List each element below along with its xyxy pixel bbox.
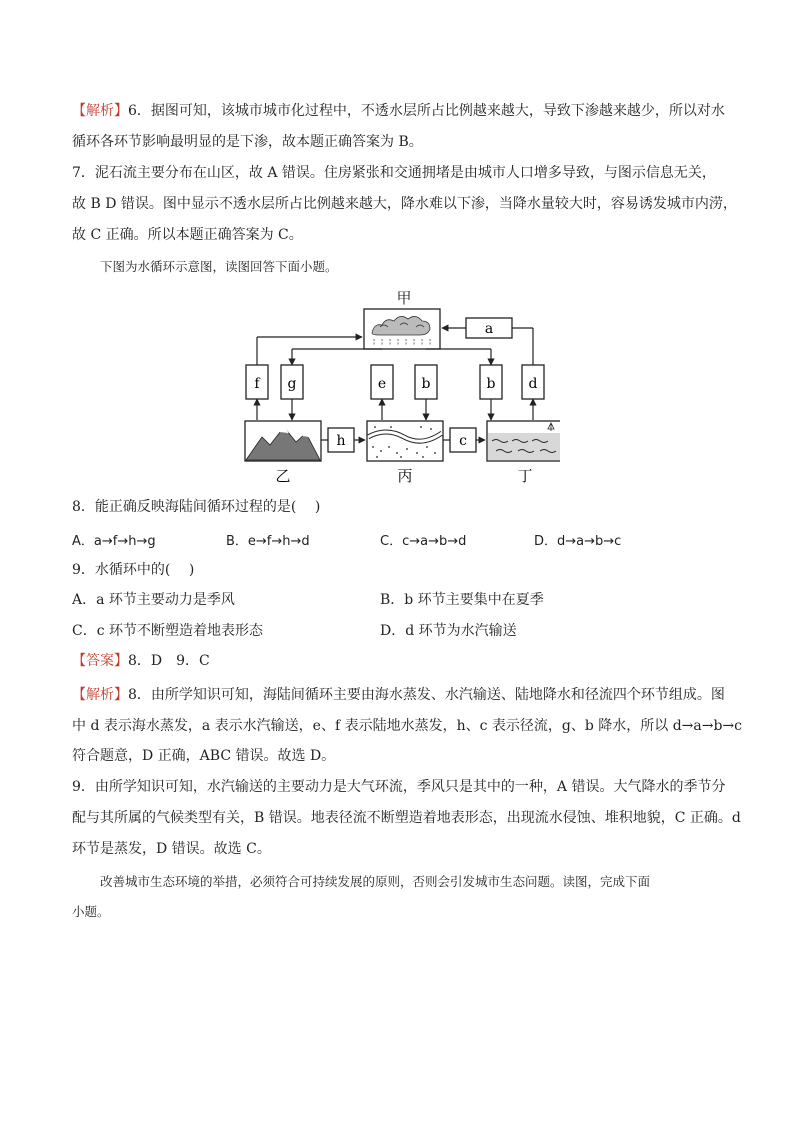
q8-option-c[interactable]: C．c→a→b→d <box>380 534 467 549</box>
q8-option-b[interactable]: B．e→f→h→d <box>226 534 310 549</box>
answer-text: 8．D 9．C <box>128 653 210 669</box>
prev-analysis-line-5: 故 C 正确。所以本题正确答案为 C。 <box>72 227 303 243</box>
label-yi: 乙 <box>275 467 291 485</box>
next-intro-line-2: 小题。 <box>72 904 110 919</box>
prev-analysis-line-3: 7．泥石流主要分布在山区，故 A 错误。住房紧张和交通拥堵是由城市人口增多导致，与图示信息无关， <box>72 165 716 181</box>
analysis-line-4: 9．由所学知识可知，水汽输送的主要动力是大气环流，季风只是其中的一种，A 错误。大气降水的季节分 <box>72 779 726 795</box>
cloud-box <box>364 309 440 349</box>
q9-option-a[interactable]: A．a 环节主要动力是季风 <box>72 592 235 608</box>
next-intro-line-1: 改善城市生态环境的举措，必须符合可持续发展的原则，否则会引发城市生态问题。读图，完成下面 <box>100 874 651 889</box>
question-intro: 下图为水循环示意图，读图回答下面小题。 <box>100 259 338 274</box>
label-bing: 丙 <box>397 467 413 485</box>
prev-analysis-line-2: 循环各环节影响最明显的是下渗，故本题正确答案为 B。 <box>72 134 423 150</box>
analysis-line-1: 【解析】8．由所学知识可知，海陆间循环主要由海水蒸发、水汽输送、陆地降水和径流四个环节组成。图 <box>72 687 725 703</box>
land-river-image <box>367 421 443 461</box>
label-ding: 丁 <box>517 467 533 485</box>
analysis-line-2: 中 d 表示海水蒸发，a 表示水汽输送，e、f 表示陆地水蒸发，h、c 表示径流，g、b 降水，所以 d→a→b→c <box>72 718 743 734</box>
analysis-line-3: 符合题意，D 正确，ABC 错误。故选 D。 <box>72 748 336 764</box>
water-cycle-diagram <box>230 287 560 487</box>
label-d: d <box>528 376 538 392</box>
label-e: e <box>377 376 387 392</box>
answer-line <box>72 651 210 671</box>
label-a: a <box>484 321 494 337</box>
analysis-line-6: 环节是蒸发，D 错误。故选 C。 <box>72 841 271 857</box>
analysis-line-5: 配与其所属的气候类型有关，B 错误。地表径流不断塑造着地表形态，出现流水侵蚀、堆积地貌，C 正确。d <box>72 810 741 826</box>
analysis-tag: 【解析】 <box>72 103 128 119</box>
q8-option-d[interactable]: D．d→a→b→c <box>534 534 622 549</box>
q8-stem: 8．能正确反映海陆间循环过程的是( ) <box>72 499 321 515</box>
q9-option-c[interactable]: C．c 环节不断塑造着地表形态 <box>72 623 264 639</box>
label-b-right: b <box>486 376 496 392</box>
label-g: g <box>287 376 297 392</box>
answer-tag: 【答案】 <box>72 653 128 669</box>
q8-option-a[interactable]: A．a→f→h→g <box>72 534 156 549</box>
label-b-left: b <box>421 376 431 392</box>
mountain-image <box>245 421 321 461</box>
q9-option-b[interactable]: B．b 环节主要集中在夏季 <box>380 592 544 608</box>
label-h: h <box>336 433 346 449</box>
q9-option-d[interactable]: D．d 环节为水汽输送 <box>380 623 517 639</box>
sea-image <box>487 421 560 461</box>
label-f: f <box>254 376 260 392</box>
analysis-tag-2: 【解析】 <box>72 687 128 703</box>
label-c: c <box>459 433 467 449</box>
label-jia: 甲 <box>396 289 412 307</box>
prev-analysis-line-1: 【解析】6．据图可知，该城市城市化过程中，不透水层所占比例越来越大，导致下渗越来越少，所以对水 <box>72 103 725 119</box>
q9-stem: 9．水循环中的( ) <box>72 562 195 578</box>
prev-analysis-line-4: 故 B D 错误。图中显示不透水层所占比例越来越大，降水难以下渗，当降水量较大时，容易诱发城市内涝， <box>72 196 737 212</box>
